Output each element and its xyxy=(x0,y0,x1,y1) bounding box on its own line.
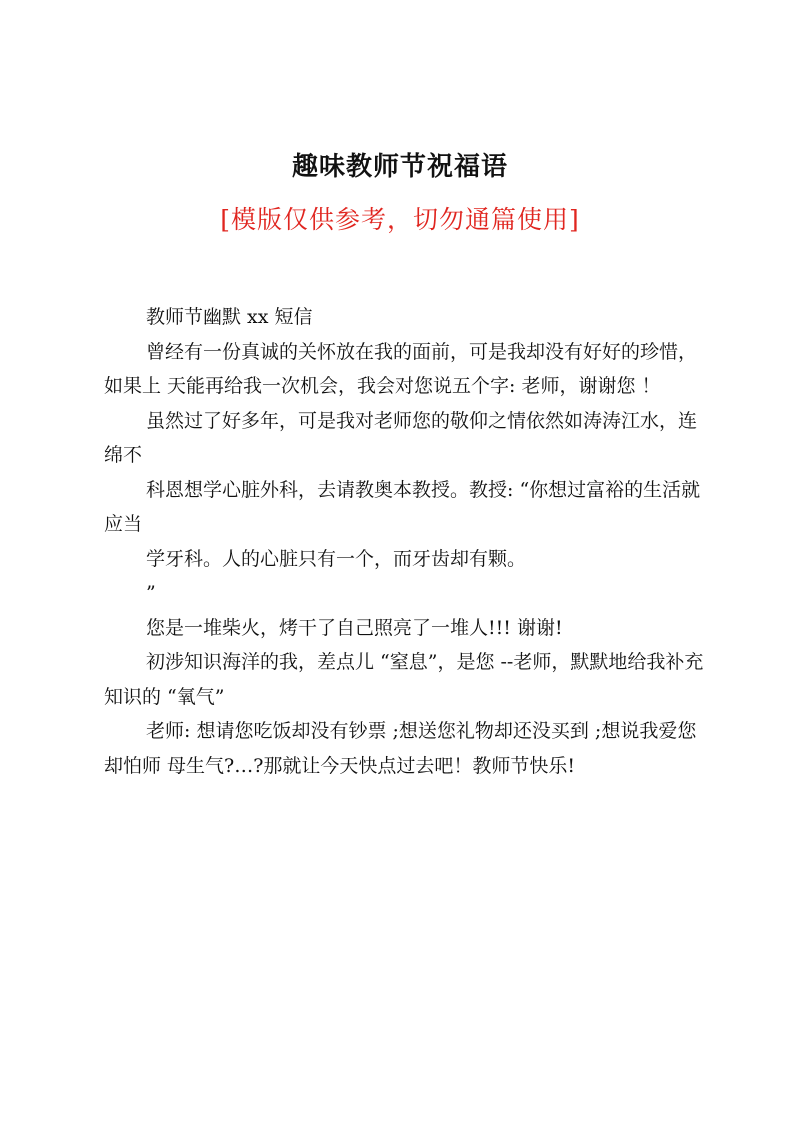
paragraph: 学牙科。人的心脏只有一个，而牙齿却有颗。 xyxy=(146,547,527,570)
paragraph: 您是一堆柴火，烤干了自己照亮了一堆人!!! 谢谢! xyxy=(146,616,563,639)
document-body xyxy=(104,300,704,783)
paragraph-heading: 教师节幽默 xx 短信 xyxy=(146,306,313,328)
paragraph: 初涉知识海洋的我，差点儿 “窒息”，是您 --老师，默默地给我补充知识的 “氧气” xyxy=(104,651,704,708)
document-title: 趣味教师节祝福语 xyxy=(291,152,508,182)
paragraph: 曾经有一份真诚的关怀放在我的面前，可是我却没有好好的珍惜，如果上 天能再给我一次机会，我会对您说五个字: 老师，谢谢您 ！ xyxy=(104,340,698,397)
document-subtitle: [模版仅供参考，切勿通篇使用] xyxy=(220,205,580,234)
paragraph: 虽然过了好多年，可是我对老师您的敬仰之情依然如涛涛江水，连绵不 xyxy=(104,409,698,466)
paragraph: ” xyxy=(146,582,156,604)
paragraph: 老师: 想请您吃饭却没有钞票 ;想送您礼物却还没买到 ;想说我爱您却怕师 母生气?…?那就让今天快点过去吧！教师节快乐! xyxy=(104,720,697,777)
paragraph: 科恩想学心脏外科，去请教奥本教授。教授: “你想过富裕的生活就应当 xyxy=(104,478,701,535)
